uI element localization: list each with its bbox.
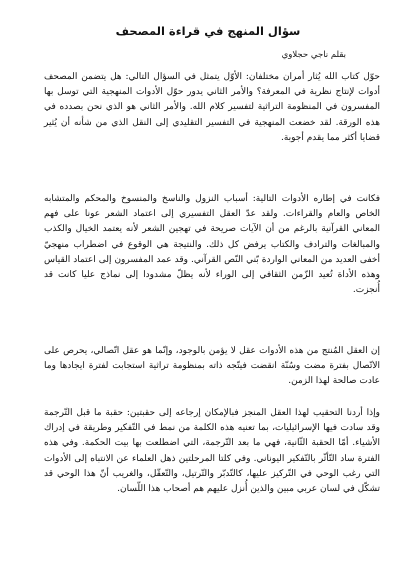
paragraph-1: حوّل كتاب الله يُثار أمران مختلفان: الأوّل يتمثل في السؤال التالي: هل يتضمن المصحف أدوات لإنتاج نظرية في المعرفة؟ والأمر الثاني يدور حوّل الأدوات المنهجية التي توسل بها المفسرون في المنظومة التراثية لتفسير كلام الله. والأمر الثاني هو الذي نحن بصدده في هذه الورقة. لقد خضعت المنهجية في التفسير التقليدي إلى النقل الذي من شأنه أن يُثير قضايا أكثر مما يقدم أجوبة. (44, 72, 380, 143)
paragraph-4: وإذا أردنا التحقيب لهذا العقل المنجز فبالإمكان إرجاعه إلى حقبتين: حقبة ما قبل التّرجمة وقد سادت فيها الإسرائيليات، بما تعنيه هذه الكلمة من نمط في التّفكير وطريقة في إدراك الأشياء. أمّا الحقبة الثّانية، فهي ما بعد التّرجمة، التي اضطلعت بها بيت الحكمة. وفي هذه الفترة ساد التّأثّر بالتّفكير اليوناني. وفي كلتا المرحلتين ذهل العلماء عن الانتباه إلى الأدوات التي رغب الوحي في التّركيز عليها، كالتّدبّر والتّرتيل، والتّعقّل، والغريب أنّ هذا الوحي قد تشكّل في لسان عربي مبين والذين أُنزل عليهم هم أصحاب هذا اللّسان. (44, 408, 380, 495)
author-byline: بقلم ناجي حجلاوي (281, 50, 346, 60)
page-title: سؤال المنهج في قراءة المصحف (115, 24, 301, 38)
paragraph-3: إن العقل المُنتج من هذه الأدوات عقل لا يؤمن بالوجود، وإنّما هو عقل اتّصالي، يحرص على الاتّصال بفترة مضت وسُنّة انقضت فيتّجه ذاته بمنظومة تراثية استجابت لفترة ايجادها وما عادت صالحة لهذا الزمن. (44, 346, 380, 387)
paragraph-2: فكانت في إطاره الأدوات التالية: أسباب النزول والناسخ والمنسوخ والمحكم والمتشابه الخاص والعام والقراءات. ولقد عدّ العقل التفسيري إلى اعتماد الشعر عونا على فهم المعاني القرآنية بالرغم من أن الآيات صريحة في تهجين الشعر لأنه يعتمد الخيال والكذب والمبالغات والترادف والكتاب يرفض كل ذلك. والنتيجة هي الوقوع في اضطراب منهجيّ أخفى العديد من المعاني الواردة بّني النّص القرآني. وقد عمد المفسرون إلى اعتماد القياس وهذه الأداة تُعيد الزّمن الثقافي إلى الوراء لأنه يظلّ مشدودا إلى نماذج عليا كانت قد أُنجزت. (44, 194, 380, 296)
